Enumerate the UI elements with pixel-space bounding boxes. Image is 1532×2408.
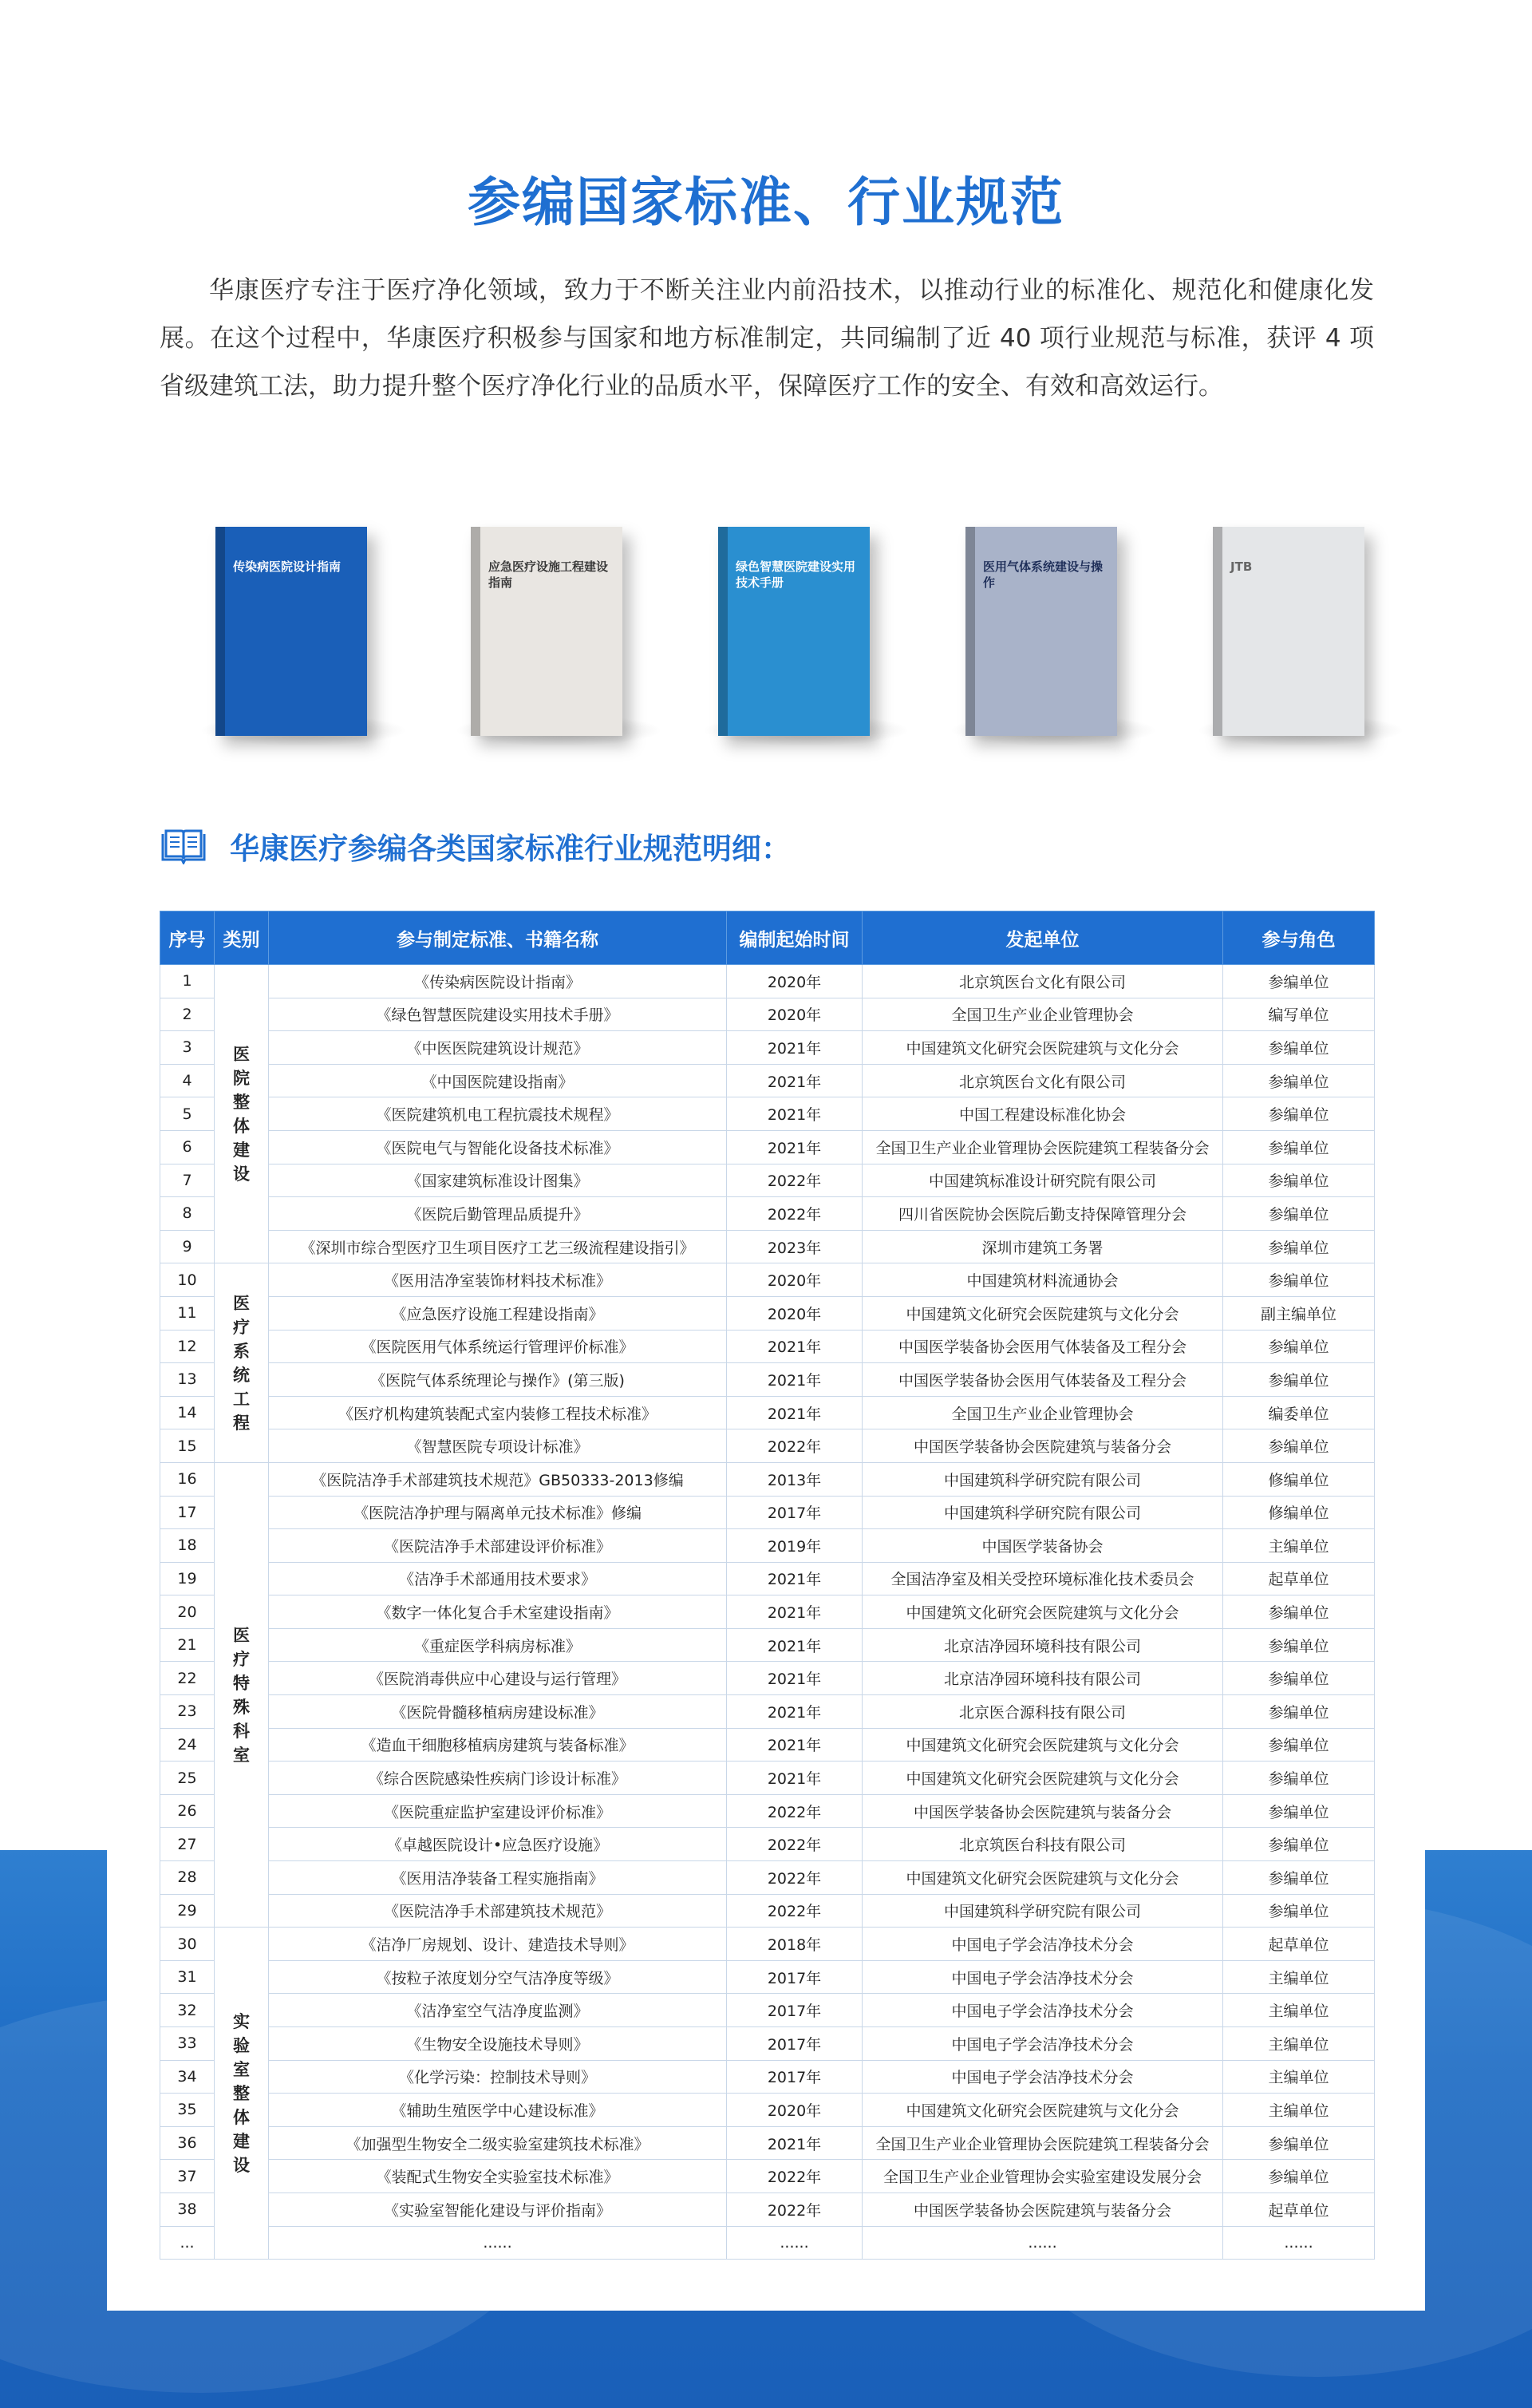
- book-title: JTB: [1230, 559, 1253, 574]
- role-cell: 参编单位: [1223, 1861, 1375, 1895]
- organization-cell: 全国洁净室及相关受控环境标准化技术委员会: [863, 1562, 1223, 1595]
- organization-cell: 中国医学装备协会医院建筑与装备分会: [863, 1429, 1223, 1463]
- title-cell: 《洁净手术部通用技术要求》: [269, 1562, 727, 1595]
- row-number-cell: 13: [160, 1363, 215, 1397]
- organization-cell: 全国卫生产业企业管理协会: [863, 1396, 1223, 1429]
- table-row: [160, 1363, 1375, 1397]
- table-row: [160, 1197, 1375, 1231]
- role-cell: 起草单位: [1223, 1562, 1375, 1595]
- start-year-cell: 2022年: [727, 1861, 863, 1895]
- start-year-cell: 2017年: [727, 1960, 863, 1994]
- role-cell: 参编单位: [1223, 1762, 1375, 1795]
- table-row: [160, 1330, 1375, 1363]
- role-cell: 主编单位: [1223, 1529, 1375, 1563]
- row-number-cell: 20: [160, 1595, 215, 1629]
- table-row: [160, 2226, 1375, 2260]
- title-cell: 《造血干细胞移植病房建筑与装备标准》: [269, 1728, 727, 1762]
- start-year-cell: 2021年: [727, 1130, 863, 1164]
- book-cover: [215, 527, 367, 736]
- organization-cell: 中国建筑文化研究会医院建筑与文化分会: [863, 1728, 1223, 1762]
- start-year-cell: 2022年: [727, 1164, 863, 1197]
- table-row: [160, 1628, 1375, 1662]
- organization-cell: 全国卫生产业企业管理协会医院建筑工程装备分会: [863, 1130, 1223, 1164]
- row-number-cell: 36: [160, 2126, 215, 2160]
- organization-cell: 全国卫生产业企业管理协会: [863, 998, 1223, 1031]
- book-cover: [1213, 527, 1364, 736]
- organization-cell: 中国建筑文化研究会医院建筑与文化分会: [863, 1595, 1223, 1629]
- organization-cell: 中国建筑文化研究会医院建筑与文化分会: [863, 1861, 1223, 1895]
- organization-cell: 中国建筑文化研究会医院建筑与文化分会: [863, 2094, 1223, 2127]
- start-year-cell: 2021年: [727, 1562, 863, 1595]
- row-number-cell: 4: [160, 1064, 215, 1097]
- row-number-cell: 34: [160, 2060, 215, 2094]
- row-number-cell: 15: [160, 1429, 215, 1463]
- title-cell: 《按粒子浓度划分空气洁净度等级》: [269, 1960, 727, 1994]
- header-cell: 参与制定标准、书籍名称: [269, 911, 727, 965]
- role-cell: 主编单位: [1223, 1994, 1375, 2027]
- row-number-cell: 11: [160, 1296, 215, 1330]
- header-cell: 类别: [215, 911, 269, 965]
- organization-cell: 中国建筑材料流通协会: [863, 1263, 1223, 1297]
- table-row: [160, 1861, 1375, 1895]
- table-row: [160, 2193, 1375, 2226]
- header-cell: 发起单位: [863, 911, 1223, 965]
- start-year-cell: 2020年: [727, 1296, 863, 1330]
- start-year-cell: 2018年: [727, 1928, 863, 1961]
- row-number-cell: 1: [160, 965, 215, 998]
- organization-cell: 中国电子学会洁净技术分会: [863, 2060, 1223, 2094]
- title-cell: 《洁净室空气洁净度监测》: [269, 1994, 727, 2027]
- title-cell: 《化学污染：控制技术导则》: [269, 2060, 727, 2094]
- row-number-cell: 26: [160, 1794, 215, 1828]
- organization-cell: 全国卫生产业企业管理协会医院建筑工程装备分会: [863, 2126, 1223, 2160]
- organization-cell: 全国卫生产业企业管理协会实验室建设发展分会: [863, 2160, 1223, 2193]
- title-cell: 《综合医院感染性疾病门诊设计标准》: [269, 1762, 727, 1795]
- table-row: [160, 1662, 1375, 1695]
- title-cell: 《应急医疗设施工程建设指南》: [269, 1296, 727, 1330]
- title-cell: 《医院重症监护室建设评价标准》: [269, 1794, 727, 1828]
- title-cell: 《加强型生物安全二级实验室建筑技术标准》: [269, 2126, 727, 2160]
- role-cell: 参编单位: [1223, 1662, 1375, 1695]
- book-title: 绿色智慧医院建设实用技术手册: [736, 559, 856, 590]
- row-number-cell: 24: [160, 1728, 215, 1762]
- table-row: [160, 1396, 1375, 1429]
- start-year-cell: 2021年: [727, 1762, 863, 1795]
- role-cell: 参编单位: [1223, 1230, 1375, 1263]
- organization-cell: 中国医学装备协会医用气体装备及工程分会: [863, 1363, 1223, 1397]
- role-cell: 参编单位: [1223, 1628, 1375, 1662]
- title-cell: 《生物安全设施技术导则》: [269, 2027, 727, 2061]
- start-year-cell: 2021年: [727, 1695, 863, 1729]
- start-year-cell: 2017年: [727, 2027, 863, 2061]
- title-cell: 《医院洁净手术部建筑技术规范》: [269, 1894, 727, 1928]
- table-row: [160, 2060, 1375, 2094]
- title-cell: 《医院洁净护理与隔离单元技术标准》修编: [269, 1496, 727, 1529]
- start-year-cell: 2021年: [727, 1031, 863, 1065]
- row-number-cell: 27: [160, 1828, 215, 1861]
- table-row: [160, 1828, 1375, 1861]
- start-year-cell: 2022年: [727, 1894, 863, 1928]
- book-cover: [965, 527, 1117, 736]
- role-cell: 参编单位: [1223, 1263, 1375, 1297]
- row-number-cell: 25: [160, 1762, 215, 1795]
- organization-cell: 深圳市建筑工务署: [863, 1230, 1223, 1263]
- role-cell: 主编单位: [1223, 2027, 1375, 2061]
- start-year-cell: 2021年: [727, 1330, 863, 1363]
- start-year-cell: 2021年: [727, 1628, 863, 1662]
- book-title: 传染病医院设计指南: [233, 559, 342, 574]
- role-cell: 参编单位: [1223, 1130, 1375, 1164]
- title-cell: 《洁净厂房规划、设计、建造技术导则》: [269, 1928, 727, 1961]
- book-spine: [215, 527, 225, 736]
- book-spine: [471, 527, 480, 736]
- role-cell: 修编单位: [1223, 1496, 1375, 1529]
- row-number-cell: 38: [160, 2193, 215, 2226]
- role-cell: 参编单位: [1223, 1429, 1375, 1463]
- book-spine: [718, 527, 728, 736]
- role-cell: 参编单位: [1223, 2160, 1375, 2193]
- start-year-cell: 2022年: [727, 1429, 863, 1463]
- start-year-cell: 2021年: [727, 1396, 863, 1429]
- table-row: [160, 1960, 1375, 1994]
- row-number-cell: 33: [160, 2027, 215, 2061]
- start-year-cell: 2020年: [727, 998, 863, 1031]
- title-cell: 《辅助生殖医学中心建设标准》: [269, 2094, 727, 2127]
- row-number-cell: 14: [160, 1396, 215, 1429]
- category-cell: [215, 965, 269, 1263]
- table-row: [160, 1695, 1375, 1729]
- role-cell: 参编单位: [1223, 965, 1375, 998]
- role-cell: 参编单位: [1223, 1197, 1375, 1231]
- title-cell: 《装配式生物安全实验室技术标准》: [269, 2160, 727, 2193]
- table-row: [160, 2126, 1375, 2160]
- title-cell: ......: [269, 2226, 727, 2260]
- title-cell: 《医院医用气体系统运行管理评价标准》: [269, 1330, 727, 1363]
- title-cell: 《重症医学科病房标准》: [269, 1628, 727, 1662]
- start-year-cell: 2022年: [727, 1794, 863, 1828]
- start-year-cell: 2017年: [727, 1496, 863, 1529]
- start-year-cell: 2013年: [727, 1462, 863, 1496]
- role-cell: 主编单位: [1223, 2060, 1375, 2094]
- table-row: [160, 1762, 1375, 1795]
- page-title: 参编国家标准、行业规范: [468, 172, 1064, 233]
- role-cell: 参编单位: [1223, 1894, 1375, 1928]
- table-row: [160, 2160, 1375, 2193]
- row-number-cell: 28: [160, 1861, 215, 1895]
- organization-cell: 北京筑医台科技有限公司: [863, 1828, 1223, 1861]
- start-year-cell: 2017年: [727, 2060, 863, 2094]
- role-cell: 参编单位: [1223, 2126, 1375, 2160]
- title-cell: 《实验室智能化建设与评价指南》: [269, 2193, 727, 2226]
- table-row: [160, 1462, 1375, 1496]
- table-row: [160, 1130, 1375, 1164]
- row-number-cell: 5: [160, 1097, 215, 1131]
- table-row: [160, 1263, 1375, 1297]
- row-number-cell: 19: [160, 1562, 215, 1595]
- table-row: [160, 1031, 1375, 1065]
- role-cell: 编委单位: [1223, 1396, 1375, 1429]
- start-year-cell: 2020年: [727, 965, 863, 998]
- book-title: 应急医疗设施工程建设指南: [488, 559, 609, 590]
- intro-paragraph: 华康医疗专注于医疗净化领域，致力于不断关注业内前沿技术，以推动行业的标准化、规范化和健康化发展。在这个过程中，华康医疗积极参与国家和地方标准制定，共同编制了近 40 项行业规范与标准，获评 4 项省级建筑工法，助力提升整个医疗净化行业的品质水平，保障医疗工作的安全、有效和高效运行。: [160, 276, 1374, 401]
- title-cell: 《医院建筑机电工程抗震技术规程》: [269, 1097, 727, 1131]
- row-number-cell: 29: [160, 1894, 215, 1928]
- table-row: [160, 1794, 1375, 1828]
- start-year-cell: 2020年: [727, 2094, 863, 2127]
- title-cell: 《医院骨髓移植病房建设标准》: [269, 1695, 727, 1729]
- category-label: 医疗特殊科室: [233, 1625, 250, 1765]
- title-cell: 《国家建筑标准设计图集》: [269, 1164, 727, 1197]
- category-cell: [215, 1263, 269, 1463]
- title-cell: 《医疗机构建筑装配式室内装修工程技术标准》: [269, 1396, 727, 1429]
- role-cell: 副主编单位: [1223, 1296, 1375, 1330]
- organization-cell: 中国医学装备协会医用气体装备及工程分会: [863, 1330, 1223, 1363]
- organization-cell: 北京洁净园环境科技有限公司: [863, 1628, 1223, 1662]
- row-number-cell: 7: [160, 1164, 215, 1197]
- role-cell: 参编单位: [1223, 1728, 1375, 1762]
- row-number-cell: 16: [160, 1462, 215, 1496]
- book-spine: [965, 527, 975, 736]
- organization-cell: ......: [863, 2226, 1223, 2260]
- start-year-cell: 2021年: [727, 1595, 863, 1629]
- role-cell: 修编单位: [1223, 1462, 1375, 1496]
- role-cell: 起草单位: [1223, 2193, 1375, 2226]
- row-number-cell: 31: [160, 1960, 215, 1994]
- category-cell: [215, 1462, 269, 1927]
- title-cell: 《卓越医院设计•应急医疗设施》: [269, 1828, 727, 1861]
- table-header-row: [160, 911, 1375, 965]
- table-row: [160, 1562, 1375, 1595]
- organization-cell: 中国医学装备协会: [863, 1529, 1223, 1563]
- header-cell: 参与角色: [1223, 911, 1375, 965]
- title-cell: 《医院气体系统理论与操作》(第三版): [269, 1363, 727, 1397]
- book-spine: [1213, 527, 1222, 736]
- title-cell: 《传染病医院设计指南》: [269, 965, 727, 998]
- category-cell: [215, 1928, 269, 2260]
- start-year-cell: 2019年: [727, 1529, 863, 1563]
- organization-cell: 中国建筑文化研究会医院建筑与文化分会: [863, 1031, 1223, 1065]
- category-label: 实验室整体建设: [233, 2011, 250, 2175]
- row-number-cell: 17: [160, 1496, 215, 1529]
- row-number-cell: ...: [160, 2226, 215, 2260]
- start-year-cell: 2022年: [727, 1197, 863, 1231]
- title-cell: 《医用洁净装备工程实施指南》: [269, 1861, 727, 1895]
- title-cell: 《深圳市综合型医疗卫生项目医疗工艺三级流程建设指引》: [269, 1230, 727, 1263]
- role-cell: 参编单位: [1223, 1330, 1375, 1363]
- row-number-cell: 2: [160, 998, 215, 1031]
- start-year-cell: 2020年: [727, 1263, 863, 1297]
- section-title: 华康医疗参编各类国家标准行业规范明细：: [230, 832, 791, 866]
- table-row: [160, 1728, 1375, 1762]
- role-cell: 主编单位: [1223, 1960, 1375, 1994]
- title-cell: 《中医医院建筑设计规范》: [269, 1031, 727, 1065]
- row-number-cell: 32: [160, 1994, 215, 2027]
- standards-table: [160, 911, 1375, 2260]
- category-label: 医疗系统工程: [233, 1293, 250, 1433]
- table-row: [160, 1097, 1375, 1131]
- table-row: [160, 1064, 1375, 1097]
- title-cell: 《中国医院建设指南》: [269, 1064, 727, 1097]
- row-number-cell: 35: [160, 2094, 215, 2127]
- organization-cell: 中国电子学会洁净技术分会: [863, 1928, 1223, 1961]
- organization-cell: 中国建筑科学研究院有限公司: [863, 1894, 1223, 1928]
- book-gallery: [160, 511, 1372, 750]
- row-number-cell: 22: [160, 1662, 215, 1695]
- row-number-cell: 9: [160, 1230, 215, 1263]
- table-row: [160, 1164, 1375, 1197]
- role-cell: 编写单位: [1223, 998, 1375, 1031]
- organization-cell: 北京筑医台文化有限公司: [863, 1064, 1223, 1097]
- role-cell: 参编单位: [1223, 1031, 1375, 1065]
- organization-cell: 中国建筑文化研究会医院建筑与文化分会: [863, 1296, 1223, 1330]
- row-number-cell: 21: [160, 1628, 215, 1662]
- row-number-cell: 6: [160, 1130, 215, 1164]
- role-cell: ......: [1223, 2226, 1375, 2260]
- row-number-cell: 37: [160, 2160, 215, 2193]
- role-cell: 参编单位: [1223, 1595, 1375, 1629]
- start-year-cell: 2017年: [727, 1994, 863, 2027]
- table-row: [160, 1529, 1375, 1563]
- organization-cell: 中国建筑科学研究院有限公司: [863, 1462, 1223, 1496]
- row-number-cell: 30: [160, 1928, 215, 1961]
- title-cell: 《智慧医院专项设计标准》: [269, 1429, 727, 1463]
- title-cell: 《医院后勤管理品质提升》: [269, 1197, 727, 1231]
- start-year-cell: 2021年: [727, 1728, 863, 1762]
- table-row: [160, 1928, 1375, 1961]
- row-number-cell: 23: [160, 1695, 215, 1729]
- organization-cell: 中国建筑科学研究院有限公司: [863, 1496, 1223, 1529]
- table-row: [160, 965, 1375, 998]
- table-row: [160, 1296, 1375, 1330]
- title-cell: 《医院电气与智能化设备技术标准》: [269, 1130, 727, 1164]
- organization-cell: 中国电子学会洁净技术分会: [863, 1960, 1223, 1994]
- role-cell: 参编单位: [1223, 1164, 1375, 1197]
- table-row: [160, 998, 1375, 1031]
- start-year-cell: 2022年: [727, 2193, 863, 2226]
- organization-cell: 北京医合源科技有限公司: [863, 1695, 1223, 1729]
- row-number-cell: 18: [160, 1529, 215, 1563]
- title-cell: 《医院洁净手术部建筑技术规范》GB50333-2013修编: [269, 1462, 727, 1496]
- title-cell: 《医用洁净室装饰材料技术标准》: [269, 1263, 727, 1297]
- table-row: [160, 2094, 1375, 2127]
- row-number-cell: 8: [160, 1197, 215, 1231]
- role-cell: 参编单位: [1223, 1695, 1375, 1729]
- table-row: [160, 1595, 1375, 1629]
- book-title: 医用气体系统建设与操作: [983, 559, 1104, 590]
- section-heading: [160, 822, 791, 870]
- role-cell: 参编单位: [1223, 1097, 1375, 1131]
- start-year-cell: 2021年: [727, 1097, 863, 1131]
- title-cell: 《绿色智慧医院建设实用技术手册》: [269, 998, 727, 1031]
- organization-cell: 中国医学装备协会医院建筑与装备分会: [863, 2193, 1223, 2226]
- role-cell: 参编单位: [1223, 1363, 1375, 1397]
- role-cell: 参编单位: [1223, 1828, 1375, 1861]
- start-year-cell: ......: [727, 2226, 863, 2260]
- start-year-cell: 2023年: [727, 1230, 863, 1263]
- role-cell: 参编单位: [1223, 1064, 1375, 1097]
- organization-cell: 中国建筑标准设计研究院有限公司: [863, 1164, 1223, 1197]
- table-row: [160, 1429, 1375, 1463]
- organization-cell: 四川省医院协会医院后勤支持保障管理分会: [863, 1197, 1223, 1231]
- start-year-cell: 2021年: [727, 1363, 863, 1397]
- role-cell: 主编单位: [1223, 2094, 1375, 2127]
- role-cell: 起草单位: [1223, 1928, 1375, 1961]
- title-cell: 《医院消毒供应中心建设与运行管理》: [269, 1662, 727, 1695]
- category-label: 医院整体建设: [233, 1044, 250, 1184]
- organization-cell: 中国医学装备协会医院建筑与装备分会: [863, 1794, 1223, 1828]
- row-number-cell: 10: [160, 1263, 215, 1297]
- start-year-cell: 2021年: [727, 1662, 863, 1695]
- organization-cell: 北京洁净园环境科技有限公司: [863, 1662, 1223, 1695]
- table-row: [160, 1994, 1375, 2027]
- organization-cell: 中国工程建设标准化协会: [863, 1097, 1223, 1131]
- table-row: [160, 1894, 1375, 1928]
- start-year-cell: 2022年: [727, 1828, 863, 1861]
- table-row: [160, 1496, 1375, 1529]
- start-year-cell: 2021年: [727, 2126, 863, 2160]
- organization-cell: 中国电子学会洁净技术分会: [863, 2027, 1223, 2061]
- book-cover: [471, 527, 622, 736]
- organization-cell: 北京筑医台文化有限公司: [863, 965, 1223, 998]
- row-number-cell: 12: [160, 1330, 215, 1363]
- organization-cell: 中国建筑文化研究会医院建筑与文化分会: [863, 1762, 1223, 1795]
- table-row: [160, 2027, 1375, 2061]
- start-year-cell: 2022年: [727, 2160, 863, 2193]
- title-cell: 《数字一体化复合手术室建设指南》: [269, 1595, 727, 1629]
- title-cell: 《医院洁净手术部建设评价标准》: [269, 1529, 727, 1563]
- header-cell: 编制起始时间: [727, 911, 863, 965]
- role-cell: 参编单位: [1223, 1794, 1375, 1828]
- table-row: [160, 1230, 1375, 1263]
- row-number-cell: 3: [160, 1031, 215, 1065]
- open-book-icon: [160, 828, 207, 864]
- organization-cell: 中国电子学会洁净技术分会: [863, 1994, 1223, 2027]
- start-year-cell: 2021年: [727, 1064, 863, 1097]
- book-cover: [718, 527, 870, 736]
- header-cell: 序号: [160, 911, 215, 965]
